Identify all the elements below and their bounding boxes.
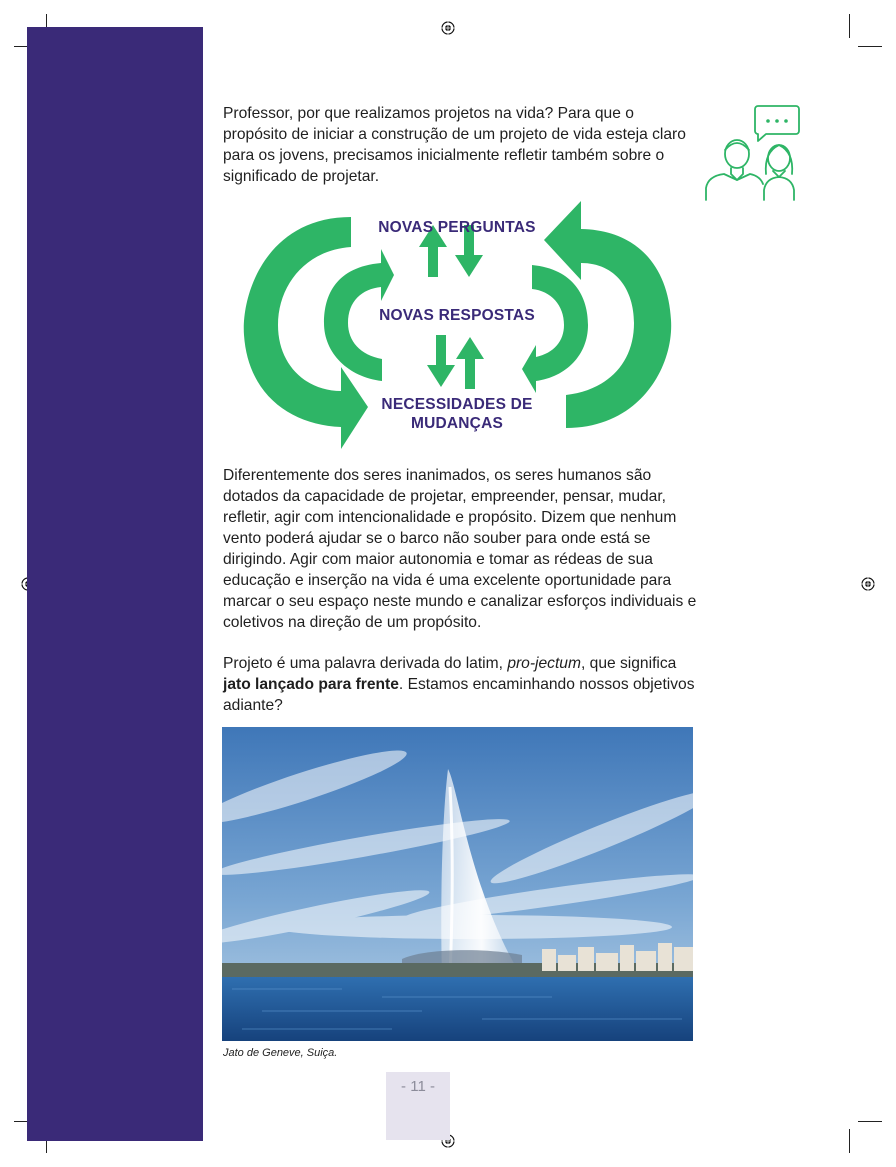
outer-left-arrow <box>244 217 368 449</box>
diagram-label-middle: NOVAS RESPOSTAS <box>379 307 535 324</box>
intro-paragraph: Professor, por que realizamos projetos na vida? Para que o propósito de iniciar a construção de um projeto de vida esteja claro para os jovens, precisamos inicialmente refletir também sobre o significado de projetar. <box>223 105 686 185</box>
body-paragraph: Diferentemente dos seres inanimados, os seres humanos são dotados da capacidade de projetar, empreender, pensar, mudar, refletir, agir com intencionalidade e propósito. Dizem que nenhum vento poderá ajudar se o barco não souber para onde está se dirigindo. Agir com maior autonomia e tomar as rédeas de sua educação e inserção na vida é uma excelente oportunidade para marcar o seu espaço neste mundo e canalizar esforços individuais e coletivos na direção de um propósito. <box>223 467 697 631</box>
latin-term: pro-jectum <box>507 655 581 672</box>
projeto-paragraph <box>223 653 703 716</box>
crop-mark <box>849 1129 850 1153</box>
projeto-text-1: Projeto é uma palavra derivada do latim, <box>223 655 508 672</box>
page-number: - 11 - <box>386 1072 450 1140</box>
diagram-label-top: NOVAS PERGUNTAS <box>378 219 536 236</box>
projeto-text-3: . Estamos encaminhando nossos objetivos adiante? <box>223 676 695 714</box>
photo-caption: Jato de Geneve, Suiça. <box>223 1047 338 1059</box>
inner-right-arrow <box>522 265 588 393</box>
diagram-label-bottom-1: NECESSIDADES DE <box>381 396 533 413</box>
projeto-text-2: , que significa <box>580 655 677 672</box>
conversation-icon <box>702 102 806 206</box>
photo-jet-geneva <box>222 727 693 1041</box>
up-arrow <box>456 337 484 389</box>
diagram-label-bottom-2: MUDANÇAS <box>410 415 503 432</box>
crop-mark <box>858 1121 882 1122</box>
registration-mark-icon <box>861 577 875 591</box>
crop-mark <box>849 14 850 38</box>
sidebar-band <box>27 27 203 1141</box>
registration-mark-icon <box>441 21 455 35</box>
down-arrow <box>427 335 455 387</box>
crop-mark <box>858 46 882 47</box>
bold-phrase: jato lançado para frente <box>223 676 399 693</box>
